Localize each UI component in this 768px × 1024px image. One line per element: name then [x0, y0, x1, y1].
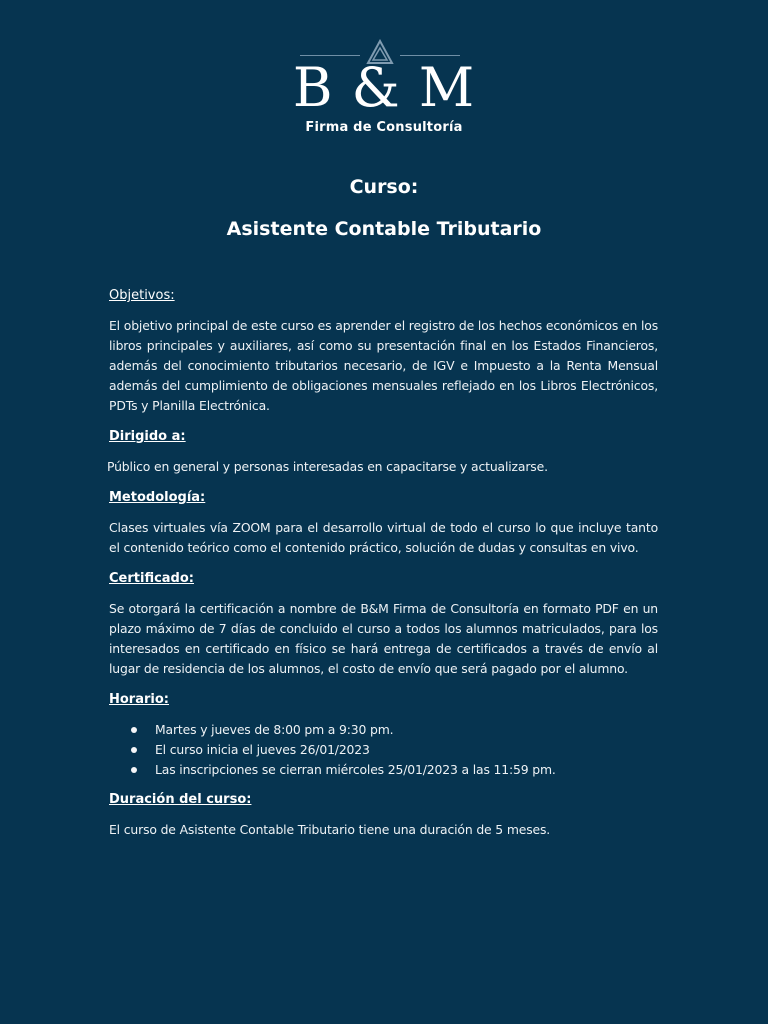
list-item: [131, 720, 658, 740]
course-title: Asistente Contable Tributario: [226, 218, 542, 240]
bullet-icon: [131, 747, 137, 753]
course-label: Curso:: [349, 176, 419, 198]
list-item: [131, 760, 658, 780]
schedule-item-text: Martes y jueves de 8:00 pm a 9:30 pm.: [155, 722, 394, 737]
audience-text: Público en general y personas interesadas en capacitarse y actualizarse.: [107, 459, 548, 474]
logo-wordmark: B & M: [292, 56, 476, 119]
objectives-heading: Objetivos:: [109, 288, 175, 303]
course-details: [109, 286, 658, 851]
logo-subtitle: Firma de Consultoría: [305, 120, 463, 135]
duration-text: El curso de Asistente Contable Tributario tiene una duración de 5 meses.: [109, 822, 551, 837]
schedule-list: [109, 720, 658, 780]
list-item: [131, 740, 658, 760]
methodology-text: Clases virtuales vía ZOOM para el desarrollo virtual de todo el curso lo que incluye tanto el contenido teórico como el contenido práctico, solución de dudas y consultas en vivo.: [109, 520, 658, 555]
certificate-text: Se otorgará la certificación a nombre de B&M Firma de Consultoría en formato PDF en un plazo máximo de 7 días de concluido el curso a todos los alumnos matriculados, para los interesados en certificado en físico se hará entrega de certificados a través de envío al lugar de residencia de los alumnos, el costo de envío que será pagado por el alumno.: [109, 601, 658, 676]
company-logo: [0, 38, 768, 148]
bullet-icon: [131, 727, 137, 733]
schedule-item-text: El curso inicia el jueves 26/01/2023: [155, 742, 370, 757]
schedule-heading: Horario:: [109, 692, 169, 707]
audience-heading: Dirigido a:: [109, 429, 186, 444]
bullet-icon: [131, 767, 137, 773]
duration-heading: Duración del curso:: [109, 792, 252, 807]
schedule-item-text: Las inscripciones se cierran miércoles 25/01/2023 a las 11:59 pm.: [155, 762, 556, 777]
certificate-heading: Certificado:: [109, 571, 194, 586]
methodology-heading: Metodología:: [109, 490, 206, 505]
objectives-text: El objetivo principal de este curso es aprender el registro de los hechos económicos en los libros principales y auxiliares, así como su presentación final en los Estados Financieros, además del conocimiento tributarios necesario, de IGV e Impuesto a la Renta Mensual además del cumplimiento de obligaciones mensuales reflejado en los Libros Electrónicos, PDTs y Planilla Electrónica.: [109, 318, 658, 413]
